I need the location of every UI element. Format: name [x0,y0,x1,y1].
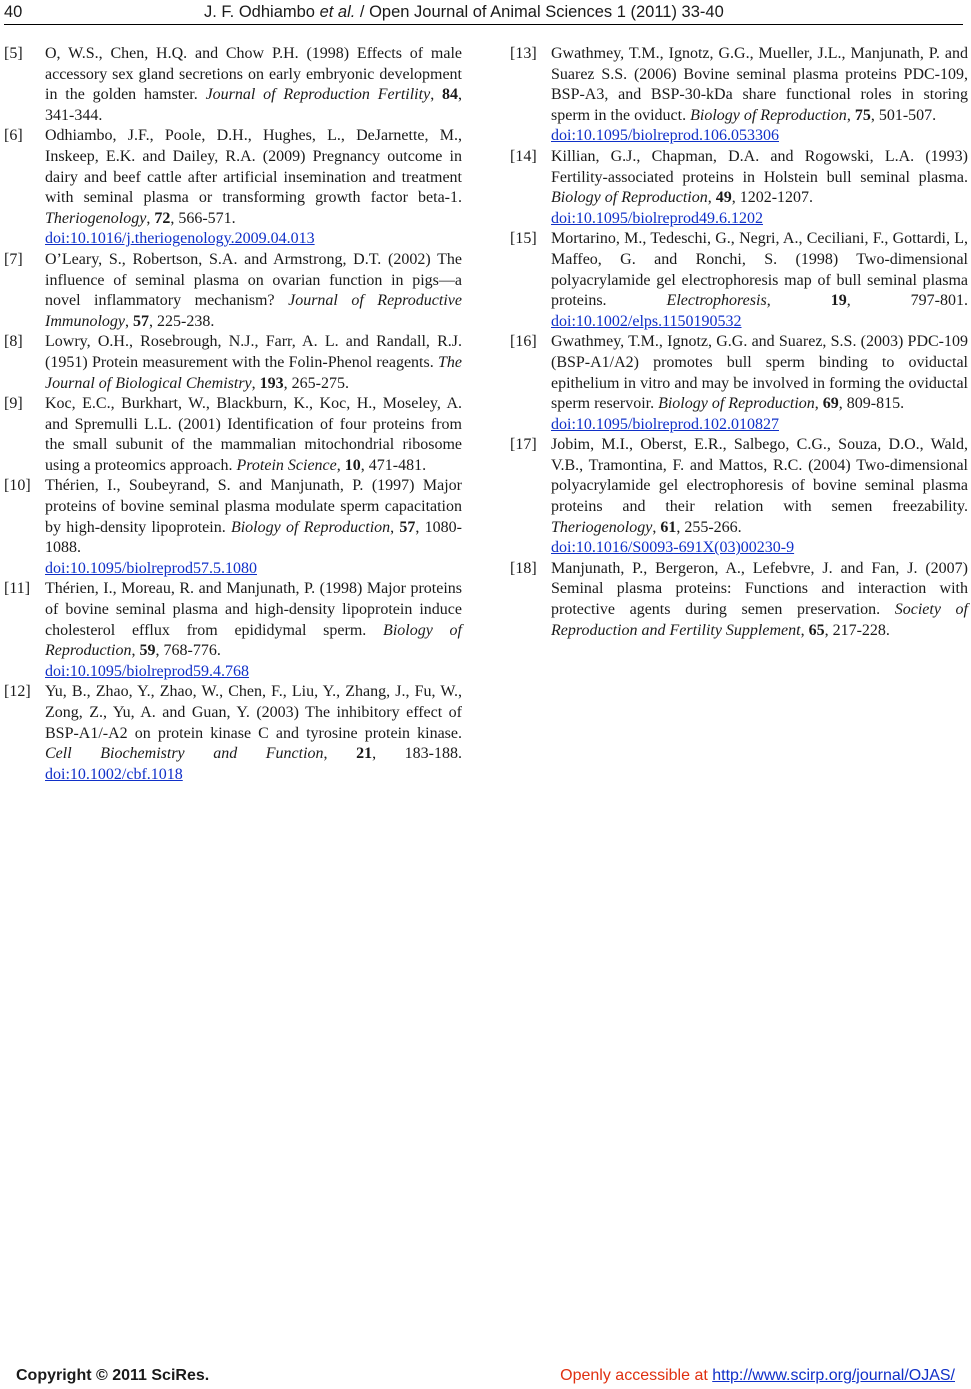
reference-volume: 61 [660,518,677,536]
reference-text-segment: Gwathmey, T.M., Ignotz, G.G., Mueller, J.L., Manjunath, P. and Suarez S.S. (2006) Bovine seminal plasma proteins PDC-109, BSP-A3, and BSP-30-kDa share functional roles in storing sperm in the oviduct. [551,45,968,124]
reference-text-segment: , 1080-1088. [45,518,462,557]
reference-number: [12] [4,683,31,701]
reference-text-segment: Yu, B., Zhao, Y., Zhao, W., Chen, F., Liu, Y., Zhang, J., Fu, W., Zong, Z., Yu, A. and Guan, Y. (2003) The inhibitory effect of BSP-A1/-A2 on protein kinase C and tyrosine protein kinase. [45,683,462,742]
reference-item [510,332,968,435]
reference-volume: 57 [399,518,416,536]
reference-source: Biology of Reproduction [690,106,847,124]
reference-source: Journal of Reproduction Fertility [205,86,431,104]
reference-text-segment: , [846,106,855,124]
reference-text-segment: Gwathmey, T.M., Ignotz, G.G. and Suarez, S.S. (2003) PDC-109 (BSP-A1/A2) promotes bull sperm binding to oviductal epithelium in vitro and may be involved in forming the oviductal sperm reservoir. [551,333,968,413]
reference-text-segment: , 255-266. [676,518,742,536]
reference-source: Biology of Reproduction [45,621,463,660]
reference-source: Protein Science [236,456,337,474]
doi-link[interactable]: doi:10.1095/biolreprod.106.053306 [551,127,779,145]
reference-source: Theriogenology [551,518,653,536]
reference-text-segment: , [707,189,716,207]
reference-text [45,250,462,332]
doi-link[interactable]: doi:10.1016/j.theriogenology.2009.04.013 [45,230,315,248]
doi-link[interactable]: doi:10.1095/biolreprod.102.010827 [551,415,779,433]
reference-volume: 10 [344,456,361,474]
reference-volume: 84 [442,86,459,104]
reference-volume: 49 [715,189,732,207]
journal-url-link[interactable]: http://www.scirp.org/journal/OJAS/ [712,1367,955,1384]
reference-text-segment: , [814,395,823,413]
reference-text-segment: , 183-188. [372,745,462,763]
reference-item [4,394,462,476]
reference-source: The Journal of Biological Chemistry [45,353,462,392]
reference-source: Electrophoresis [666,292,767,310]
reference-text-segment: , [131,642,140,660]
open-access-label: Openly accessible at [560,1367,713,1384]
page-footer [16,1367,955,1389]
reference-text-segment: , 501-507. [870,106,937,124]
reference-volume: 72 [154,209,171,227]
reference-text-segment: Koc, E.C., Burkhart, W., Blackburn, K., Koc, H., Moseley, A. and Spremulli L.L. (2001) Identification of four proteins from the small subunit of the mammalian mitochondrial ribosome using a proteomics approach. [45,395,462,474]
reference-number: [18] [510,559,537,577]
running-title [204,2,963,22]
reference-text-segment: , [336,456,345,474]
reference-source: Biology of Reproduction [230,518,391,536]
reference-number: [8] [4,333,23,351]
reference-text-segment: , 225-238. [148,312,215,330]
reference-text-segment: , 566-571. [170,209,236,227]
reference-text-segment: , 797-801. [846,292,969,310]
reference-text-segment: , [766,292,831,310]
reference-text-segment: Killian, G.J., Chapman, D.A. and Rogowski, L.A. (1993) Fertility-associated proteins in Holstein bull seminal plasma. [551,147,968,186]
doi-link[interactable]: doi:10.1095/biolreprod59.4.768 [45,662,249,680]
references-left-column [4,44,462,785]
reference-volume: 65 [808,621,825,639]
references-right-column [510,44,968,641]
reference-text-segment: Thérien, I., Soubeyrand, S. and Manjunath, P. (1997) Major proteins of bovine seminal plasma modulate sperm capacitation by high-density lipoprotein. [45,477,462,536]
reference-text [45,394,462,476]
reference-item [4,579,462,682]
reference-volume: 21 [356,745,373,763]
reference-text [551,332,968,435]
doi-link[interactable]: doi:10.1095/biolreprod49.6.1202 [551,209,763,227]
reference-text-segment: , 217-228. [824,621,890,639]
reference-text [551,435,968,559]
reference-text-segment: , [146,209,155,227]
reference-volume: 193 [259,374,284,392]
reference-text [45,682,462,785]
copyright-notice: Copyright © 2011 SciRes. [16,1367,210,1384]
reference-source: Biology of Reproduction [551,189,708,207]
reference-text-segment: , 265-275. [283,374,349,392]
page-header [4,2,963,25]
reference-text-segment: Thérien, I., Moreau, R. and Manjunath, P. (1998) Major proteins of bovine seminal plasma and high-density lipoprotein induce cholesterol efflux from epididymal sperm. [45,580,462,639]
doi-link[interactable]: doi:10.1016/S0093-691X(03)00230-9 [551,539,795,557]
page-number: 40 [4,3,23,21]
reference-text [45,332,462,394]
reference-number: [11] [4,580,31,598]
reference-item [4,44,462,126]
doi-link[interactable]: doi:10.1095/biolreprod57.5.1080 [45,559,257,577]
reference-item [510,435,968,559]
reference-text-segment: , [800,621,809,639]
reference-number: [6] [4,127,23,145]
reference-text-segment: Jobim, M.I., Oberst, E.R., Salbego, C.G., Souza, D.O., Wald, V.B., Tramontina, F. and Mattos, R.C. (2004) Two-dimensional polyacrylamide gel electrophoresis of bovine seminal plasma proteins and their relation with semen freezability. [551,436,968,516]
reference-number: [9] [4,395,23,413]
running-title-journal: / Open Journal of Animal Sciences 1 (2011) 33-40 [355,3,724,21]
reference-source: Cell Biochemistry and Function [45,745,324,763]
reference-item [510,147,968,229]
reference-text-segment: , [652,518,661,536]
reference-text [551,559,968,641]
reference-item [4,332,462,394]
reference-number: [7] [4,250,23,268]
reference-number: [17] [510,436,537,454]
reference-source: Biology of Reproduction [658,395,815,413]
reference-text-segment: , 341-344. [45,86,463,124]
reference-text-segment: , 809-815. [838,395,905,413]
running-title-et-al: et al. [319,3,356,21]
reference-source: Society of Reproduction and Fertility Supplement [551,601,969,639]
reference-number: [10] [4,477,31,495]
reference-volume: 75 [854,106,871,124]
reference-number: [16] [510,333,537,351]
reference-text-segment: , [430,86,443,104]
reference-text [45,44,462,126]
reference-item [4,476,462,579]
reference-source: Journal of Reproductive Immunology [45,292,463,330]
reference-number: [14] [510,147,537,165]
reference-text-segment: , 768-776. [155,642,221,660]
reference-text-segment: Lowry, O.H., Rosebrough, N.J., Farr, A. L. and Randall, R.J. (1951) Protein measurement with the Folin-Phenol reagents. [45,333,462,371]
reference-volume: 69 [822,395,839,413]
reference-text-segment: Odhiambo, J.F., Poole, D.H., Hughes, L., DeJarnette, M., Inskeep, E.K. and Dailey, R.A. (2009) Pregnancy outcome in dairy and beef cattle after artificial insemination and treatment with seminal plasma or transforming growth factor beta-1. [45,127,462,207]
open-access-notice [560,1367,955,1385]
reference-text-segment: O, W.S., Chen, H.Q. and Chow P.H. (1998) Effects of male accessory sex gland secretions on early embryonic development in the golden hamster. [45,45,462,104]
reference-number: [15] [510,230,537,248]
reference-text-segment: O’Leary, S., Robertson, S.A. and Armstrong, D.T. (2002) The influence of seminal plasma on ovarian function in pigs—a novel inflammatory mechanism? [45,250,462,310]
doi-link[interactable]: doi:10.1002/cbf.1018 [45,765,183,783]
reference-text [551,229,968,332]
reference-number: [13] [510,45,537,62]
reference-text-segment: , [124,312,133,330]
reference-text-segment: , 1202-1207. [731,189,814,207]
reference-text [45,126,462,250]
reference-text-segment: , [390,518,400,536]
reference-item [510,559,968,641]
reference-volume: 59 [139,642,156,660]
reference-volume: 57 [132,312,149,330]
reference-volume: 19 [830,292,847,310]
reference-item [510,44,968,147]
reference-item [4,250,462,332]
reference-text [551,44,968,147]
reference-number: [5] [4,45,23,62]
reference-text-segment: , [323,745,357,763]
running-title-authors: J. F. Odhiambo [204,3,320,21]
reference-text [551,147,968,229]
doi-link[interactable]: doi:10.1002/elps.1150190532 [551,312,742,330]
reference-text-segment: , [251,374,260,392]
reference-text [45,476,462,579]
reference-item [4,682,462,785]
reference-source: Theriogenology [45,209,147,227]
reference-item [510,229,968,332]
reference-text-segment: Manjunath, P., Bergeron, A., Lefebvre, J. and Fan, J. (2007) Seminal plasma proteins: Functions and interaction with protective agents during semen preservation. [551,559,968,619]
reference-item [4,126,462,250]
reference-text-segment: , 471-481. [360,456,427,474]
reference-text-segment: Mortarino, M., Tedeschi, G., Negri, A., Ceciliani, F., Gottardi, L, Maffeo, G. and Ronchi, S. (1998) Two-dimensional polyacrylamide gel electrophoresis map of bull seminal plasma proteins. [551,230,968,310]
reference-text [45,579,462,682]
